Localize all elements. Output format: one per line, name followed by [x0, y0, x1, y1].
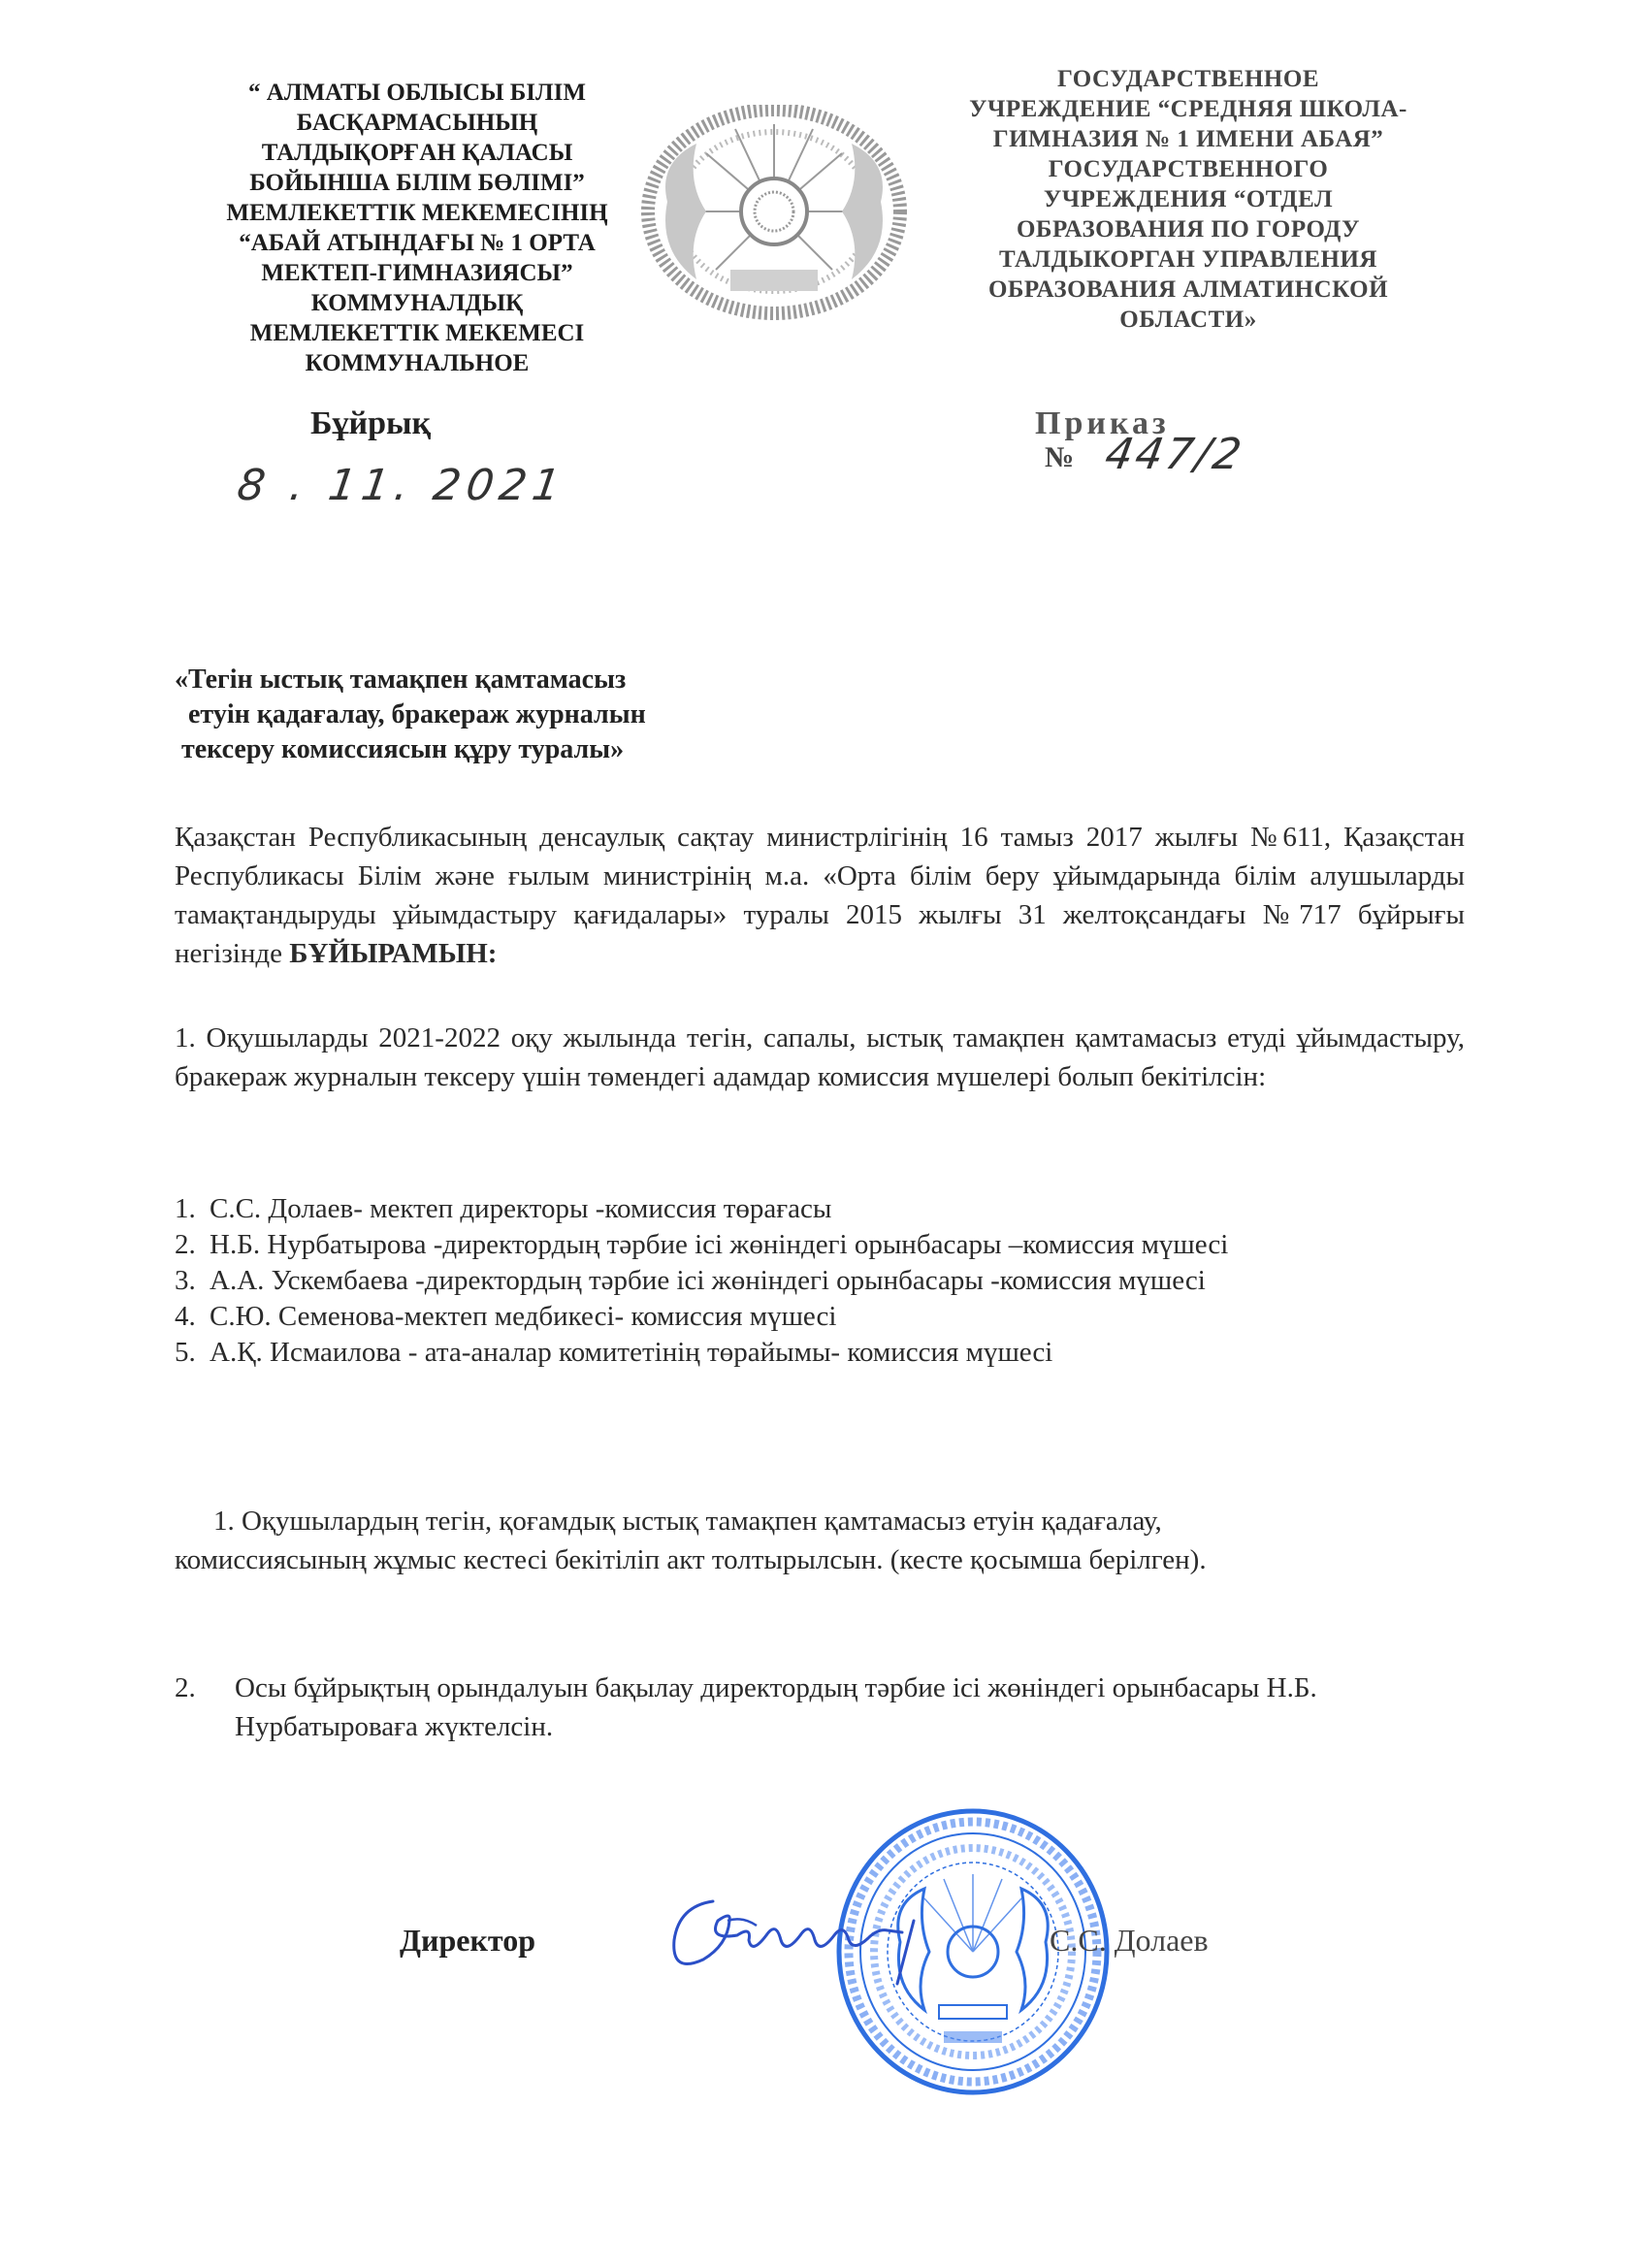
state-emblem-icon: [629, 105, 920, 328]
signatory-name: С.С. Долаев: [1050, 1923, 1209, 1958]
clause-3-number: 2.: [175, 1672, 196, 1703]
list-item: [175, 1263, 1436, 1299]
list-item: [175, 1335, 1436, 1371]
header-line: МЕКТЕП-ГИМНАЗИЯСЫ”: [261, 260, 573, 286]
order-label-kazakh: Бұйрық: [310, 405, 432, 441]
list-item: [175, 1191, 1436, 1227]
list-item-text: С.Ю. Семенова-мектеп медбикесі- комиссия мүшесі: [210, 1301, 837, 1332]
header-line: ОБЛАСТИ»: [1119, 307, 1257, 333]
order-number-handwritten: 447/2: [1101, 430, 1248, 479]
order-number-prefix: №: [1045, 441, 1075, 473]
signatory-position: Директор: [400, 1923, 535, 1958]
header-kazakh-institution: [175, 78, 660, 378]
header-line: КОММУНАЛЬНОЕ: [305, 350, 530, 376]
list-item-text: А.А. Ускембаева -директордың тәрбие ісі жөніндегі орынбасары -комиссия мүшесі: [210, 1265, 1206, 1296]
list-item-number: 2.: [175, 1229, 196, 1260]
header-line: МЕМЛЕКЕТТІК МЕКЕМЕСІ: [249, 320, 585, 346]
clause-2-paragraph: [175, 1502, 1465, 1579]
title-line: «Тегін ыстық тамақпен қамтамасыз: [175, 664, 627, 695]
header-line: “ АЛМАТЫ ОБЛЫСЫ БІЛІМ: [248, 80, 586, 106]
clause-3-text: Осы бұйрықтың орындалуын бақылау директордың тәрбие ісі жөніндегі орынбасары Н.Б. Нурбатыроваға жүктелсін.: [235, 1672, 1317, 1742]
list-item: [175, 1227, 1436, 1263]
list-item-number: 3.: [175, 1265, 196, 1296]
document-title: [175, 663, 854, 767]
header-line: ГИМНАЗИЯ № 1 ИМЕНИ АБАЯ”: [992, 126, 1384, 152]
header-line: ОБРАЗОВАНИЯ АЛМАТИНСКОЙ: [987, 276, 1389, 303]
header-line: ГОСУДАРСТВЕННОЕ: [1057, 66, 1319, 92]
preamble-paragraph: [175, 818, 1465, 973]
header-line: ОБРАЗОВАНИЯ ПО ГОРОДУ: [1016, 216, 1361, 243]
header-russian-institution: [936, 64, 1440, 335]
signature-icon: [660, 1882, 980, 1989]
header-line: МЕМЛЕКЕТТІК МЕКЕМЕСІНІҢ: [226, 200, 608, 226]
commission-members-list: [175, 1191, 1436, 1371]
list-item-text: Н.Б. Нурбатырова -директордың тәрбие ісі жөніндегі орынбасары –комиссия мүшесі: [210, 1229, 1229, 1260]
header-line: ТАЛДЫҚОРҒАН ҚАЛАСЫ: [261, 140, 573, 166]
title-line: етуін қадағалау, бракераж журналын: [175, 699, 646, 729]
list-item-number: 1.: [175, 1193, 196, 1224]
list-item-text: С.С. Долаев- мектеп директоры -комиссия төрағасы: [210, 1193, 832, 1224]
header-line: БОЙЫНША БІЛІМ БӨЛІМІ”: [249, 170, 585, 196]
header-line: ГОСУДАРСТВЕННОГО: [1048, 156, 1329, 182]
header-line: УЧРЕЖДЕНИЕ “СРЕДНЯЯ ШКОЛА-: [969, 96, 1407, 122]
order-label-russian: Приказ: [1035, 405, 1170, 441]
list-item-number: 4.: [175, 1301, 196, 1332]
list-item-number: 5.: [175, 1337, 196, 1368]
list-item: [175, 1299, 1436, 1335]
order-date-handwritten: 8 . 11. 2021: [234, 461, 569, 510]
header-line: БАСҚАРМАСЫНЫҢ: [296, 110, 538, 136]
title-line: тексеру комиссиясын құру туралы»: [175, 734, 625, 764]
list-item-text: А.Қ. Исмаилова - ата-аналар комитетінің төрайымы- комиссия мүшесі: [210, 1337, 1053, 1368]
header-line: ТАЛДЫКОРГАН УПРАВЛЕНИЯ: [999, 246, 1377, 273]
header-line: КОММУНАЛДЫҚ: [310, 290, 524, 316]
preamble-emphasis: БҰЙЫРАМЫН:: [289, 938, 498, 969]
header-line: “АБАЙ АТЫНДАҒЫ № 1 ОРТА: [239, 230, 596, 256]
preamble-text: Қазақстан Республикасының денсаулық сақтау министрлігінің 16 тамыз 2017 жылғы №611, Қазақстан Республикасы Білім және ғылым министрінің м.а. «Орта білім беру ұйымдарында білім алушыларды тамақтандыруды ұйымдастыру қағидалары» туралы 2015 жылғы 31 желтоқсандағы №717 бұйрығы негізінде: [175, 822, 1465, 969]
clause-3-paragraph: [175, 1669, 1436, 1746]
clause-1-paragraph: 1. Оқушыларды 2021-2022 оқу жылында тегін, сапалы, ыстық тамақпен қамтамасыз етуді ұйымдастыру, бракераж журналын тексеру үшін төмендегі адамдар комиссия мүшелері болып бекітілсін:: [175, 1022, 1465, 1092]
clause-2-rest: комиссиясының жұмыс кестесі бекітіліп акт толтырылсын. (кесте қосымша берілген).: [175, 1544, 1207, 1575]
header-line: УЧРЕЖДЕНИЯ “ОТДЕЛ: [1043, 186, 1334, 212]
clause-2-first-line: 1. Оқушылардың тегін, қоғамдық ыстық тамақпен қамтамасыз етуін қадағалау,: [213, 1506, 1162, 1537]
